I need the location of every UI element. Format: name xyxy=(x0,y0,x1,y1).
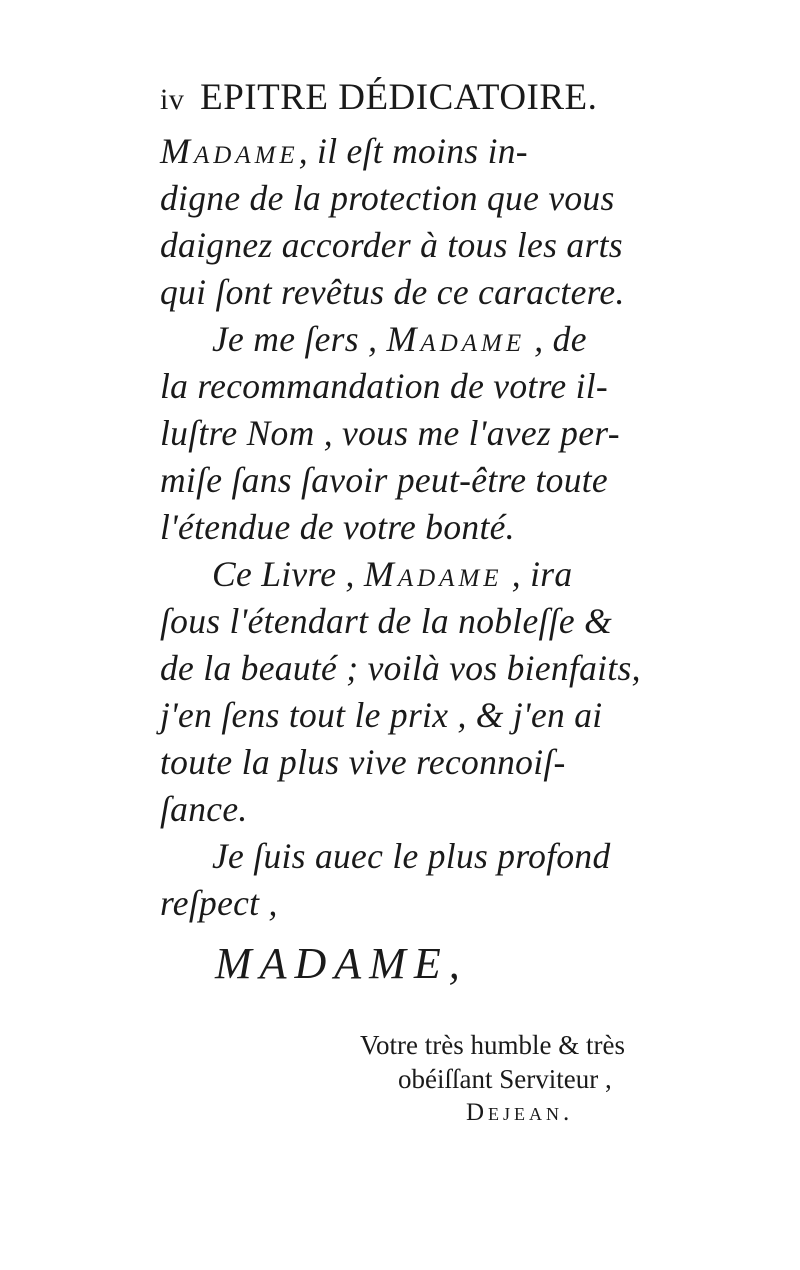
text-fragment: , de xyxy=(525,319,587,359)
text-line xyxy=(160,128,670,175)
text-line: de la beauté ; voilà vos bienfaits, xyxy=(160,648,641,688)
text-line: j'en ſens tout le prix , & j'en ai xyxy=(160,695,603,735)
text-line: daignez accorder à tous les arts xyxy=(160,225,623,265)
text-fragment: Je me ſers , xyxy=(212,319,387,359)
page-header xyxy=(160,76,660,119)
text-line: l'étendue de votre bonté. xyxy=(160,507,515,547)
running-title: EPITRE DÉDICATOIRE. xyxy=(200,77,598,118)
text-line: qui ſont revêtus de ce caractere. xyxy=(160,272,625,312)
text-line: toute la plus vive reconnoiſ- xyxy=(160,742,566,782)
closing-line: Votre très humble & très xyxy=(360,1030,625,1060)
text-line: ſance. xyxy=(160,789,248,829)
text-line: Je ſuis auec le plus profond xyxy=(212,836,611,876)
text-fragment: , ira xyxy=(502,554,573,594)
text-line xyxy=(160,316,670,363)
madame-address: Madame xyxy=(160,131,299,171)
text-fragment: Ce Livre , xyxy=(212,554,364,594)
closing-formula xyxy=(360,1028,690,1130)
text-line xyxy=(160,551,670,598)
salutation: MADAME, xyxy=(215,939,468,988)
text-line: reſpect , xyxy=(160,883,278,923)
text-line: ſous l'étendart de la nobleſſe & xyxy=(160,601,612,641)
text-line: miſe ſans ſavoir peut-être toute xyxy=(160,460,608,500)
signature: Dejean. xyxy=(466,1099,574,1126)
page-number: iv xyxy=(160,83,185,116)
closing-line: obéiſſant Serviteur , xyxy=(398,1064,612,1094)
madame-address: Madame xyxy=(363,554,503,594)
madame-address: Madame xyxy=(386,319,526,359)
text-fragment: , il eſt moins in- xyxy=(298,131,528,171)
text-line: la recommandation de votre il- xyxy=(160,366,609,406)
text-line: digne de la protection que vous xyxy=(160,178,615,218)
text-line: luſtre Nom , vous me l'avez per- xyxy=(160,413,620,453)
dedication-body xyxy=(160,128,670,927)
